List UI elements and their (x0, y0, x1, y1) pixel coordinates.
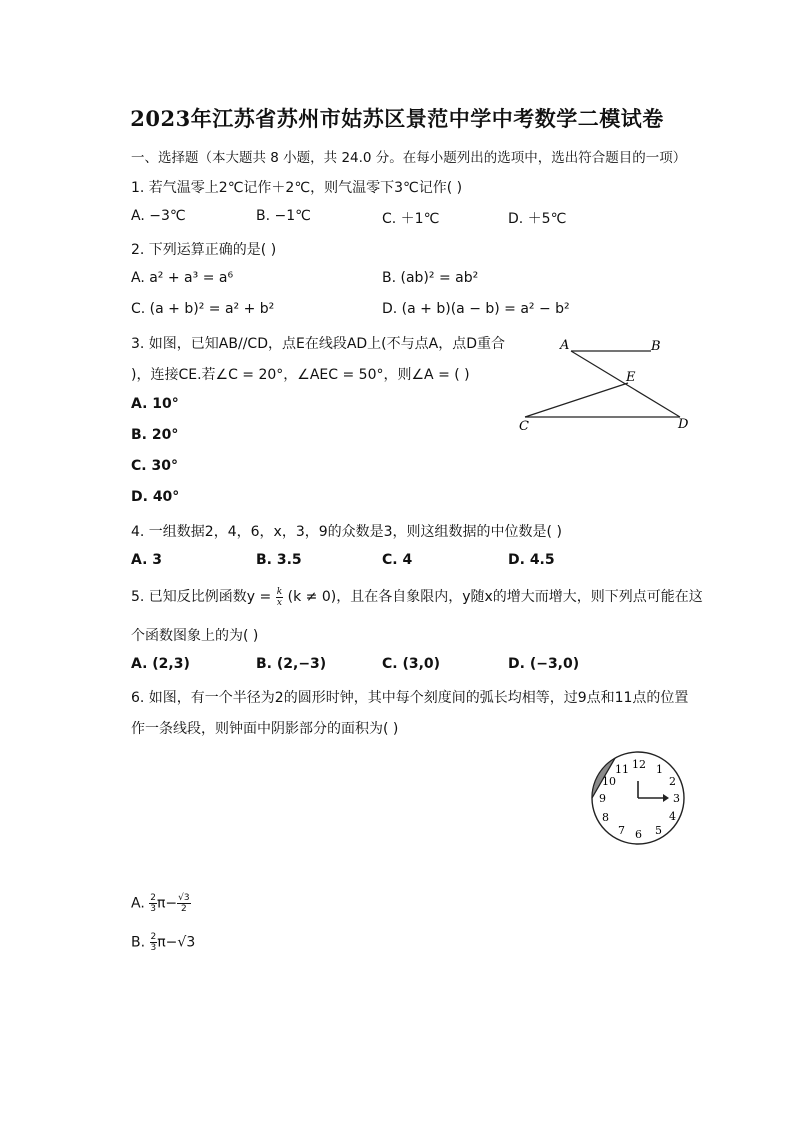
label-b: B (651, 339, 661, 354)
label-a: A (560, 338, 570, 353)
question-5-line-1 (131, 586, 703, 608)
q1-option-b[interactable]: B. −1℃ (256, 208, 311, 224)
q5-text-end: (k ≠ 0)，且在各自象限内，y随x的增大而增大，则下列点可能在这 (287, 589, 703, 605)
clock-num-11: 11 (615, 763, 629, 776)
q6-a-frac-2: $\frac{√3}{2}$ (178, 893, 190, 914)
question-6-line-1: 6. 如图，有一个半径为2的圆形时钟，其中每个刻度间的弧长均相等，过9点和11点的位置 (131, 690, 689, 706)
label-e: E (626, 370, 636, 385)
section-heading: 一、选择题（本大题共 8 小题，共 24.0 分。在每小题列出的选项中，选出符合题目的一项） (131, 150, 687, 166)
clock-num-8: 8 (602, 811, 609, 824)
geometry-figure (510, 330, 700, 435)
question-6-line-2: 作一条线段，则钟面中阴影部分的面积为( ) (131, 721, 399, 737)
clock-figure (585, 748, 695, 853)
question-1-text: 1. 若气温零上2℃记作＋2℃，则气温零下3℃记作( ) (131, 180, 463, 196)
segment-ce (525, 383, 628, 417)
label-c: C (519, 419, 529, 434)
q5-fraction: $\frac{k}{x}$ (276, 586, 283, 608)
q1-option-d[interactable]: D. ＋5℃ (508, 211, 567, 227)
q5-option-a[interactable]: A. (2,3) (131, 656, 190, 672)
q4-option-b[interactable]: B. 3.5 (256, 552, 302, 568)
q4-option-d[interactable]: D. 4.5 (508, 552, 555, 568)
q2-option-c[interactable]: C. (a + b)² = a² + b² (131, 301, 275, 317)
q3-option-d[interactable]: D. 40° (131, 489, 180, 505)
q5-option-b[interactable]: B. (2,−3) (256, 656, 327, 672)
clock-num-6: 6 (635, 828, 642, 841)
q6-option-a[interactable]: A. $\frac{2}{3}$ π− $\frac{√3}{2}$ (131, 893, 190, 914)
q2-option-b[interactable]: B. (ab)² = ab² (382, 270, 479, 286)
clock-num-9: 9 (599, 792, 606, 805)
question-5-line-2: 个函数图象上的为( ) (131, 628, 259, 644)
clock-num-3: 3 (673, 792, 680, 805)
q3-option-b[interactable]: B. 20° (131, 427, 179, 443)
clock-num-1: 1 (656, 763, 663, 776)
label-d: D (678, 417, 689, 432)
q6-option-b[interactable]: B. $\frac{2}{3}$ π−√3 (131, 932, 196, 953)
question-2-text: 2. 下列运算正确的是( ) (131, 242, 277, 258)
q4-option-a[interactable]: A. 3 (131, 552, 163, 568)
page-title: 2023年江苏省苏州市姑苏区景范中学中考数学二模试卷 (130, 106, 664, 131)
clock-num-7: 7 (618, 824, 625, 837)
q5-text-start: 5. 已知反比例函数y = (131, 589, 272, 605)
q3-option-c[interactable]: C. 30° (131, 458, 178, 474)
q3-option-a[interactable]: A. 10° (131, 396, 179, 412)
q5-option-c[interactable]: C. (3,0) (382, 656, 441, 672)
q6-a-frac-1: $\frac{2}{3}$ (150, 893, 156, 914)
q6-b-frac-1: $\frac{2}{3}$ (150, 932, 157, 953)
q4-option-c[interactable]: C. 4 (382, 552, 413, 568)
clock-num-5: 5 (655, 824, 662, 837)
q2-option-d[interactable]: D. (a + b)(a − b) = a² − b² (382, 301, 570, 317)
q1-option-c[interactable]: C. ＋1℃ (382, 211, 440, 227)
clock-num-4: 4 (669, 810, 676, 823)
q5-option-d[interactable]: D. (−3,0) (508, 656, 580, 672)
q2-option-a[interactable]: A. a² + a³ = a⁶ (131, 270, 234, 286)
question-4-text: 4. 一组数据2，4，6，x，3，9的众数是3，则这组数据的中位数是( ) (131, 524, 562, 540)
question-3-line-1: 3. 如图，已知AB//CD，点E在线段AD上(不与点A，点D重合 (131, 336, 505, 352)
clock-num-12: 12 (632, 758, 646, 771)
question-3-line-2: )，连接CE.若∠C = 20°，∠AEC = 50°，则∠A = ( ) (131, 367, 470, 383)
q1-option-a[interactable]: A. −3℃ (131, 208, 186, 224)
clock-num-2: 2 (669, 775, 676, 788)
clock-num-10: 10 (602, 775, 616, 788)
